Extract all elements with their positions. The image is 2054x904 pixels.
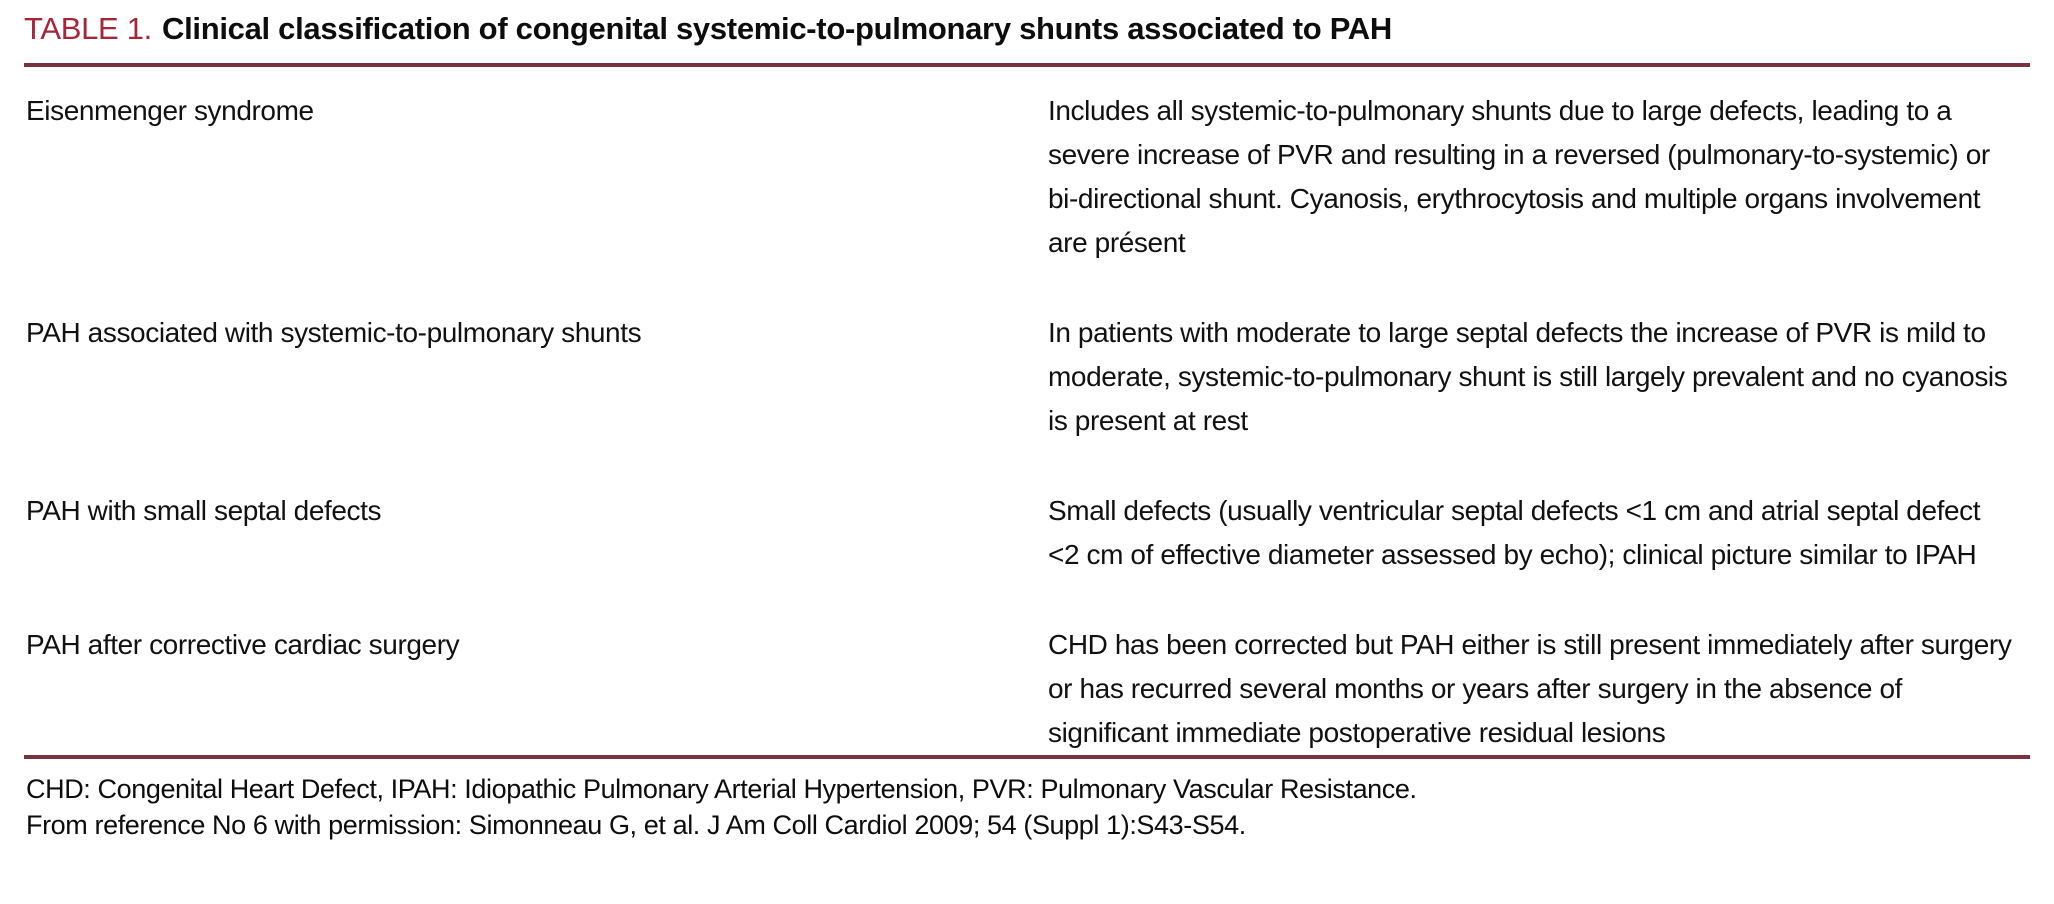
table-number-label: TABLE 1. bbox=[24, 11, 152, 46]
term-cell: PAH after corrective cardiac surgery bbox=[26, 629, 460, 660]
table-title: Clinical classification of congenital systemic-to-pulmonary shunts associated to PAH bbox=[161, 11, 1392, 46]
description-cell: In patients with moderate to large septal defects the increase of PVR is mild to moderate, systemic-to-pulmonary shunt is still largely prevalent and no cyanosis is present at rest bbox=[1048, 317, 2008, 436]
table-body bbox=[24, 67, 2030, 755]
table-caption bbox=[24, 10, 2030, 48]
table-row bbox=[26, 489, 2030, 577]
footnote-reference: From reference No 6 with permission: Simonneau G, et al. J Am Coll Cardiol 2009; 54 (Suppl 1):S43-S54. bbox=[26, 810, 1246, 840]
footnote-abbreviations: CHD: Congenital Heart Defect, IPAH: Idiopathic Pulmonary Arterial Hypertension, PVR: Pulmonary Vascular Resistance. bbox=[26, 774, 1417, 804]
table-footnotes bbox=[24, 759, 2030, 843]
table-row bbox=[26, 311, 2030, 443]
term-cell: PAH associated with systemic-to-pulmonary shunts bbox=[26, 317, 642, 348]
table-row bbox=[26, 89, 2030, 265]
table-row bbox=[26, 623, 2030, 755]
description-cell: CHD has been corrected but PAH either is still present immediately after surgery or has recurred several months or years after surgery in the absence of significant immediate postoperative residual lesions bbox=[1048, 629, 2012, 748]
description-cell: Small defects (usually ventricular septal defects <1 cm and atrial septal defect <2 cm of effective diameter assessed by echo); clinical picture similar to IPAH bbox=[1048, 495, 1981, 570]
term-cell: Eisenmenger syndrome bbox=[26, 95, 314, 126]
description-cell: Includes all systemic-to-pulmonary shunts due to large defects, leading to a severe increase of PVR and resulting in a reversed (pulmonary-to-systemic) or bi-directional shunt. Cyanosis, erythrocytosis and multiple organs involvement are présent bbox=[1048, 95, 1990, 258]
term-cell: PAH with small septal defects bbox=[26, 495, 382, 526]
